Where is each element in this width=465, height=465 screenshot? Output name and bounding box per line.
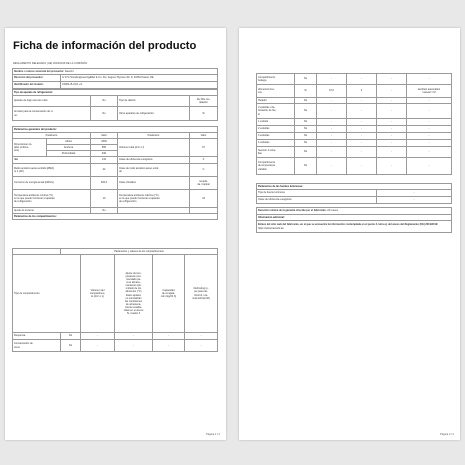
comp-temp-header: Ajuste de tem- peratura reco- mendado pa- ra el almace- namiento opti- mizado de los alimentos (°C) Estos ajustes no contradirán las condiciones de almacena- miento estable- cidas en el anexo IV, cuadro 3 bbox=[115, 255, 153, 333]
total-volume-label: Volumen total (dm³ o l) bbox=[118, 139, 190, 157]
comp-temp: - bbox=[347, 119, 377, 126]
comp-defrost: - bbox=[407, 119, 452, 126]
comp-volume: - bbox=[81, 333, 115, 340]
comp-name: Alimentos fres- cos bbox=[257, 85, 295, 98]
comp-defrost: - bbox=[407, 74, 452, 85]
address-label: Dirección del proveedor: bbox=[13, 75, 61, 82]
comp-temp: - bbox=[115, 333, 153, 340]
depth-value: 640 bbox=[91, 151, 118, 157]
compartment-table-1 bbox=[12, 248, 218, 352]
supplier-table bbox=[12, 68, 218, 89]
comp-freezing: - bbox=[377, 158, 407, 175]
comp-defrost: - bbox=[407, 158, 452, 175]
comp-name: Conservación de vinos bbox=[13, 340, 61, 352]
address-value: G´S´S HomeEngineering&Ref & Co. KG, August-Thyssen-Str. 8, 41564 Kaarst, DE bbox=[61, 75, 218, 82]
comp-present: No bbox=[295, 104, 317, 119]
comp-volume: - bbox=[317, 147, 347, 158]
regulation-subtitle: REGLAMENTO DELEGADO (UE) 2019/2016 DE LA COMISIÓN bbox=[13, 62, 88, 65]
comp-freezing: - bbox=[377, 126, 407, 133]
comp-freezing: - bbox=[377, 85, 407, 98]
noise-label: Ruido acústico aéreo emitido [dB(A) re 1 pW] bbox=[13, 164, 91, 177]
comp-defrost: - bbox=[407, 133, 452, 140]
comp-freezing: - bbox=[377, 140, 407, 147]
depth-label: Profundidad bbox=[47, 151, 91, 157]
comp-name: 3 estrellas bbox=[257, 133, 295, 140]
value-header: Valor bbox=[91, 133, 118, 139]
comp-type-header: Tipo de compartimento bbox=[13, 255, 81, 333]
comp-present: No bbox=[61, 333, 81, 340]
compartment-table-2 bbox=[256, 73, 452, 175]
info-text: Enlace del sitio web del fabricante, en el que se encuentra la información contemplada en el punto 4, letra a), del anexo del Reglamento (UE) 2019/2019: bbox=[258, 223, 439, 227]
comp-present: No bbox=[295, 158, 317, 175]
page-footer-1: Página 1 / 2 bbox=[206, 433, 220, 436]
comp-freezing: - bbox=[377, 98, 407, 104]
light-source-table bbox=[256, 183, 452, 204]
param-header: Parámetro bbox=[13, 133, 91, 139]
general-section-heading: Parámetros generales del producto: bbox=[13, 127, 218, 133]
page-footer-2: Página 2 / 2 bbox=[440, 433, 454, 436]
comp-volume: - bbox=[317, 140, 347, 147]
noise-class-label: Clase de ruido acústico aéreo emiti- do bbox=[118, 164, 190, 177]
general-params-table bbox=[12, 126, 218, 220]
light-type-label: Tipo de fuente luminosa bbox=[257, 190, 377, 197]
winter-setting-value: No bbox=[91, 208, 118, 214]
comp-volume: - bbox=[317, 74, 347, 85]
comp-defrost: - bbox=[407, 126, 452, 133]
eei-value: 134 bbox=[91, 157, 118, 164]
comp-freezing: - bbox=[377, 147, 407, 158]
comp-volume: - bbox=[317, 119, 347, 126]
comp-temp: - bbox=[347, 126, 377, 133]
model-label: Identificador del modelo: bbox=[13, 82, 61, 89]
wine-cabinet-value: No bbox=[91, 107, 118, 121]
eei-label: IEE bbox=[13, 157, 91, 164]
comp-present: Sí bbox=[295, 85, 317, 98]
comp-present: No bbox=[295, 74, 317, 85]
light-class-value: - bbox=[377, 197, 452, 204]
noise-class-value: C bbox=[190, 164, 218, 177]
annual-energy-value: 326,0 bbox=[91, 177, 118, 190]
compartment-section-heading: Parámetros de los compartimentos: bbox=[13, 214, 218, 220]
comp-temp: - bbox=[347, 104, 377, 119]
climate-class-label: Clase climática bbox=[118, 177, 190, 190]
design-type-label: Tipo de diseño: bbox=[118, 96, 190, 107]
comp-defrost: - bbox=[185, 340, 218, 352]
comp-freezing: - bbox=[377, 74, 407, 85]
comp-volume: - bbox=[317, 126, 347, 133]
comp-present: No bbox=[295, 140, 317, 147]
comp-freezing: - bbox=[153, 333, 185, 340]
comp-defrost: - bbox=[407, 140, 452, 147]
comp-volume: - bbox=[81, 340, 115, 352]
guarantee-value: 24 meses bbox=[327, 209, 339, 213]
comp-defrost: deshielo automático manual = M bbox=[407, 85, 452, 98]
comp-defrost-header: Defrosting ty- pe (auto-de- frost=A, ma- nual defrost=M) bbox=[185, 255, 218, 333]
comp-volume-header: Volumen del compartimen- to (dm³ o L) bbox=[81, 255, 115, 333]
guarantee-row bbox=[257, 208, 452, 215]
comp-present: No bbox=[295, 133, 317, 140]
comp-defrost: - bbox=[407, 104, 452, 119]
comp-temp: - bbox=[115, 340, 153, 352]
comp-freezing-header: Capacidad de congela- ción (kg/24 h) bbox=[153, 255, 185, 333]
document-title: Ficha de información del producto bbox=[13, 40, 197, 52]
other-appliance-value: Sí bbox=[190, 107, 218, 121]
comp-temp: - bbox=[347, 133, 377, 140]
supplier-label: Nombre o marca comercial del proveedor: bbox=[14, 69, 65, 73]
noise-value: 42 bbox=[91, 164, 118, 177]
comp-name: 4 estrellas bbox=[257, 140, 295, 147]
value-header-2: Valor bbox=[190, 133, 218, 139]
comp-defrost: - bbox=[185, 333, 218, 340]
model-value: CN60L-B-01/2 +nt bbox=[61, 82, 218, 89]
comp-temp: - bbox=[347, 74, 377, 85]
low-noise-value: No bbox=[91, 96, 118, 107]
comp-present: No bbox=[295, 98, 317, 104]
comp-name: Compartimento bodega bbox=[257, 74, 295, 85]
design-type-value bbox=[190, 96, 218, 107]
min-temp-label: Temperatura ambiente mínima (°C) en la que puede funcionar el aparato de refrigeración bbox=[13, 190, 91, 208]
comp-name: 2 estrellas bbox=[257, 126, 295, 133]
comp-freezing: - bbox=[377, 133, 407, 140]
height-label: Altura bbox=[47, 139, 91, 145]
comp-freezing: - bbox=[377, 104, 407, 119]
comp-present: No bbox=[295, 119, 317, 126]
page-2 bbox=[239, 28, 460, 440]
info-row bbox=[257, 221, 452, 233]
dimensions-label: Dimensiones to- tales (milíme- tros) bbox=[13, 139, 47, 157]
other-appliance-label: Otros aparatos de refrigeración: bbox=[118, 107, 190, 121]
max-temp-value: 43 bbox=[190, 190, 218, 208]
min-temp-value: 10 bbox=[91, 190, 118, 208]
comp-volume: - bbox=[317, 133, 347, 140]
comp-header-span: Parámetros y valores de los compartimentos bbox=[61, 249, 218, 255]
energy-class-value: F bbox=[190, 157, 218, 164]
comp-name: 1 estrella bbox=[257, 119, 295, 126]
low-noise-label: Aparato de bajo nivel de ruido: bbox=[13, 96, 91, 107]
comp-volume: - bbox=[317, 104, 347, 119]
annual-energy-label: Consumo de energía anual (kWh/a) bbox=[13, 177, 91, 190]
supplier-value: bauscht bbox=[64, 69, 74, 73]
total-volume-value: 67 bbox=[190, 139, 218, 157]
design-type-text: De libre ins- talación bbox=[196, 97, 211, 104]
comp-temp: - bbox=[347, 158, 377, 175]
light-type-value: - bbox=[377, 190, 452, 197]
comp-name: 0 estrellas o fa- bricación de hie- lo bbox=[257, 104, 295, 119]
energy-class-label: Clase de eficiencia energética bbox=[118, 157, 190, 164]
comp-name: Despensa bbox=[13, 333, 61, 340]
comp-defrost: - bbox=[407, 98, 452, 104]
comp-volume: 67,0 bbox=[317, 85, 347, 98]
climate-class-value: templa- da, tropical bbox=[190, 177, 218, 190]
winter-setting-label: Ajuste de invierno bbox=[13, 208, 91, 214]
comp-temp: - bbox=[347, 147, 377, 158]
comp-present: No bbox=[295, 126, 317, 133]
comp-present: No bbox=[295, 147, 317, 158]
page-1 bbox=[5, 28, 226, 440]
info-section-heading: Información adicional: bbox=[257, 215, 452, 221]
width-label: Anchura bbox=[47, 145, 91, 151]
param-header-2: Parámetro bbox=[118, 133, 190, 139]
comp-freezing: - bbox=[153, 340, 185, 352]
light-class-label: Clase de eficiencia energética bbox=[257, 197, 377, 204]
comp-volume: - bbox=[317, 98, 347, 104]
comp-temp: - bbox=[347, 140, 377, 147]
comp-freezing: - bbox=[377, 119, 407, 126]
comp-name: Helador bbox=[257, 98, 295, 104]
light-section-heading: Parámetros de las fuentes luminosas: bbox=[257, 184, 452, 190]
comp-temp: 4 bbox=[347, 85, 377, 98]
height-value: 1830 bbox=[91, 139, 118, 145]
comp-defrost: - bbox=[407, 147, 452, 158]
manufacturer-link[interactable]: https://www.bauscht.de bbox=[258, 226, 284, 230]
comp-present: No bbox=[61, 340, 81, 352]
max-temp-label: Temperatura ambiente máxima (°C) en la que puede funcionar el aparato de refrigeración bbox=[118, 190, 190, 208]
comp-name: Compartimento de temperatura variable bbox=[257, 158, 295, 175]
wine-cabinet-label: Armario para la conservación de vi- no: bbox=[13, 107, 91, 121]
guarantee-table bbox=[256, 207, 452, 233]
width-value: 595 bbox=[91, 145, 118, 151]
guarantee-label: Duración mínima de la garantía ofrecida por el fabricante: bbox=[258, 209, 327, 213]
comp-temp: - bbox=[347, 98, 377, 104]
comp-volume: - bbox=[317, 158, 347, 175]
type-section-heading: Tipo de aparato de refrigeración: bbox=[13, 90, 218, 96]
type-table bbox=[12, 89, 218, 121]
comp-name: Sección 2 estre- llas bbox=[257, 147, 295, 158]
